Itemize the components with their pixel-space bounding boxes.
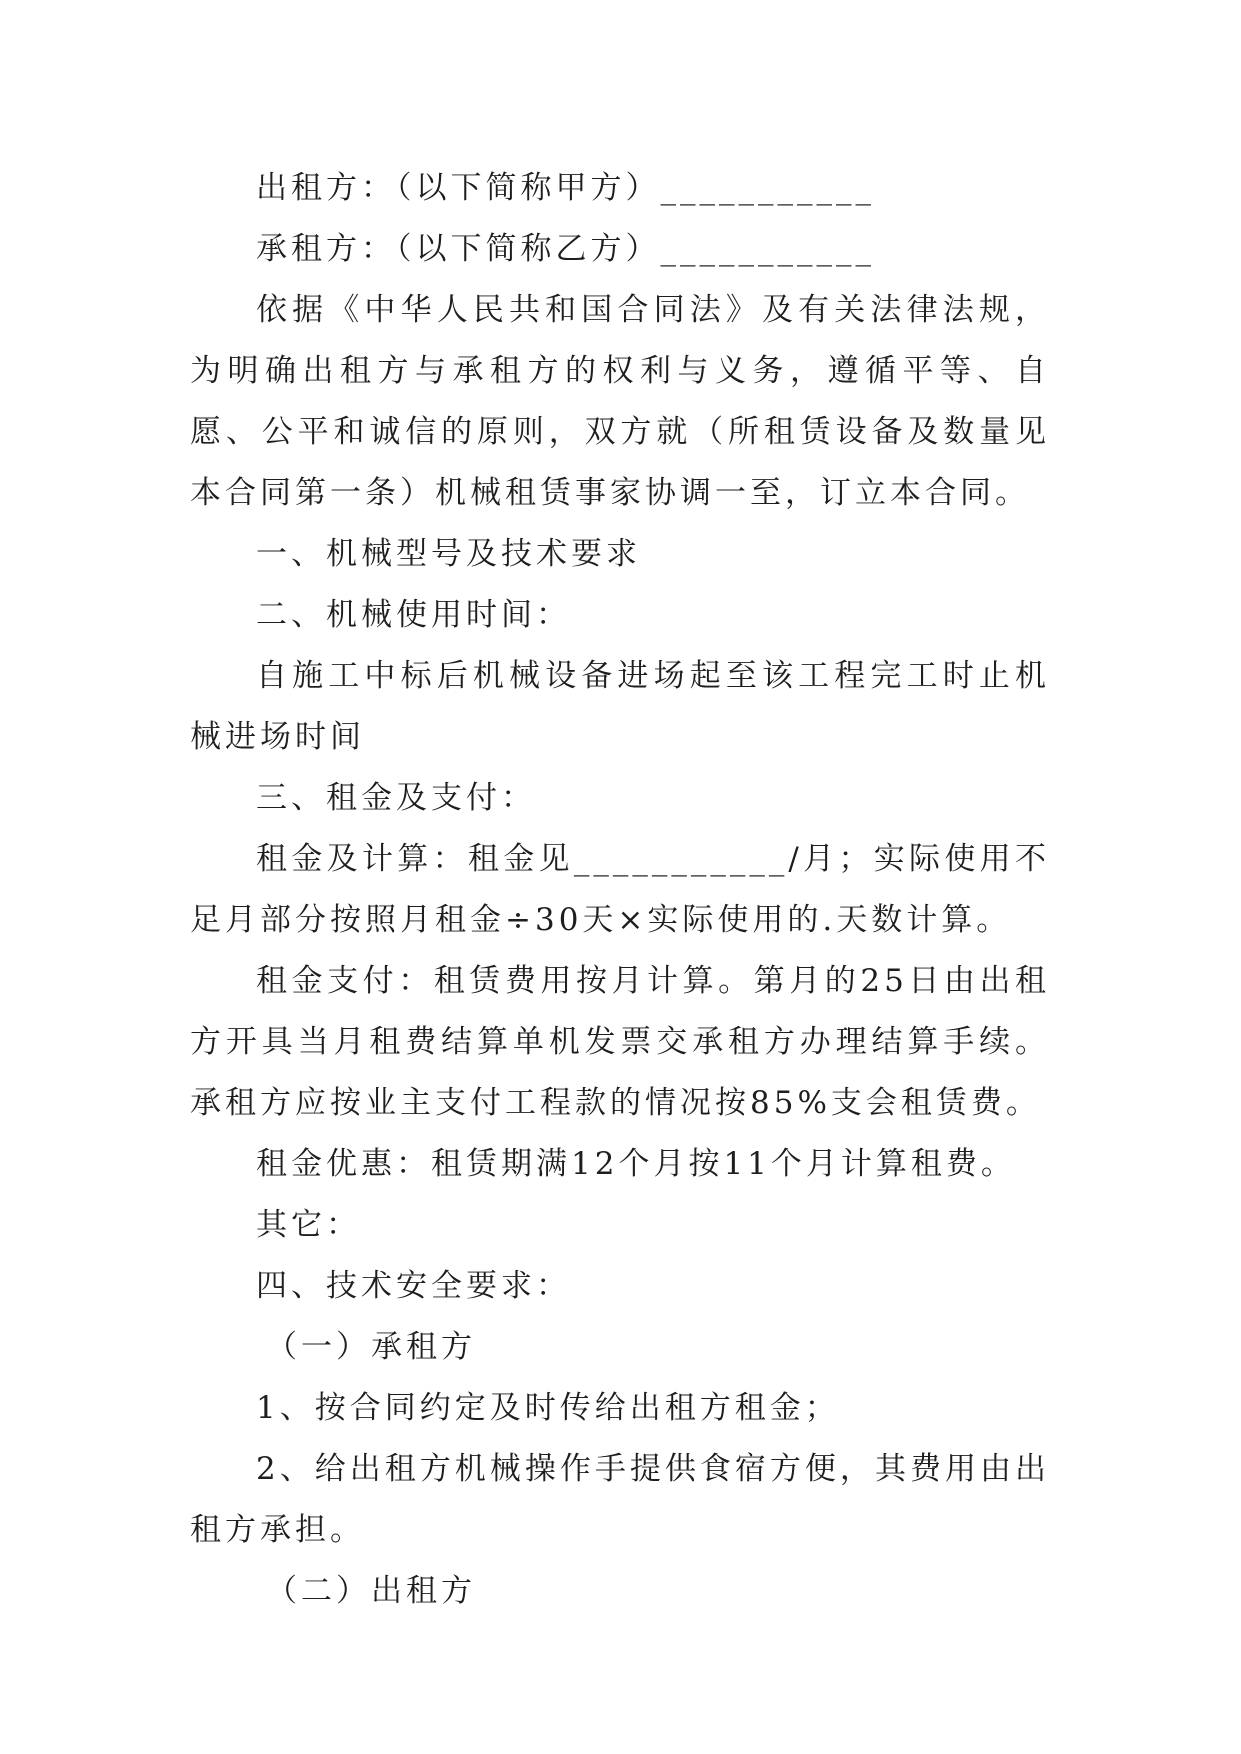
contract-body — [190, 158, 1050, 1622]
other-line: 其它： — [256, 1207, 361, 1243]
lessor-line: 出租方：（以下简称甲方）___________ — [256, 170, 875, 206]
rent-calculation-paragraph: 租金及计算：租金见___________/月；实际使用不足月部分按照月租金÷30天×实际使用的.天数计算。 — [190, 841, 1050, 938]
preamble-paragraph: 依据《中华人民共和国合同法》及有关法律法规，为明确出租方与承租方的权利与义务，遵循平等、自愿、公平和诚信的原则，双方就（所租赁设备及数量见本合同第一条）机械租赁事家协调一至，订立本合同。 — [190, 292, 1050, 511]
rent-discount-paragraph: 租金优惠：租赁期满12个月按11个月计算租费。 — [256, 1146, 1016, 1182]
lessee-line: 承租方：（以下简称乙方）___________ — [256, 231, 875, 267]
usage-time-paragraph: 自施工中标后机械设备进场起至该工程完工时止机械进场时间 — [190, 658, 1050, 755]
section-heading-rent: 三、租金及支付： — [256, 780, 536, 816]
subsection-lessee: （一）承租方 — [266, 1329, 476, 1365]
subsection-lessor: （二）出租方 — [266, 1573, 476, 1609]
section-heading-safety: 四、技术安全要求： — [256, 1268, 571, 1304]
rent-payment-paragraph: 租金支付：租赁费用按月计算。第月的25日由出租方开具当月租费结算单机发票交承租方办理结算手续。承租方应按业主支付工程款的情况按85%支会租赁费。 — [190, 963, 1050, 1121]
section-heading-machine-model: 一、机械型号及技术要求 — [256, 536, 641, 572]
section-heading-usage-time: 二、机械使用时间： — [256, 597, 571, 633]
lessee-item-1: 1、按合同约定及时传给出租方租金； — [256, 1390, 840, 1426]
lessee-item-2: 2、给出租方机械操作手提供食宿方便，其费用由出租方承担。 — [190, 1451, 1050, 1548]
